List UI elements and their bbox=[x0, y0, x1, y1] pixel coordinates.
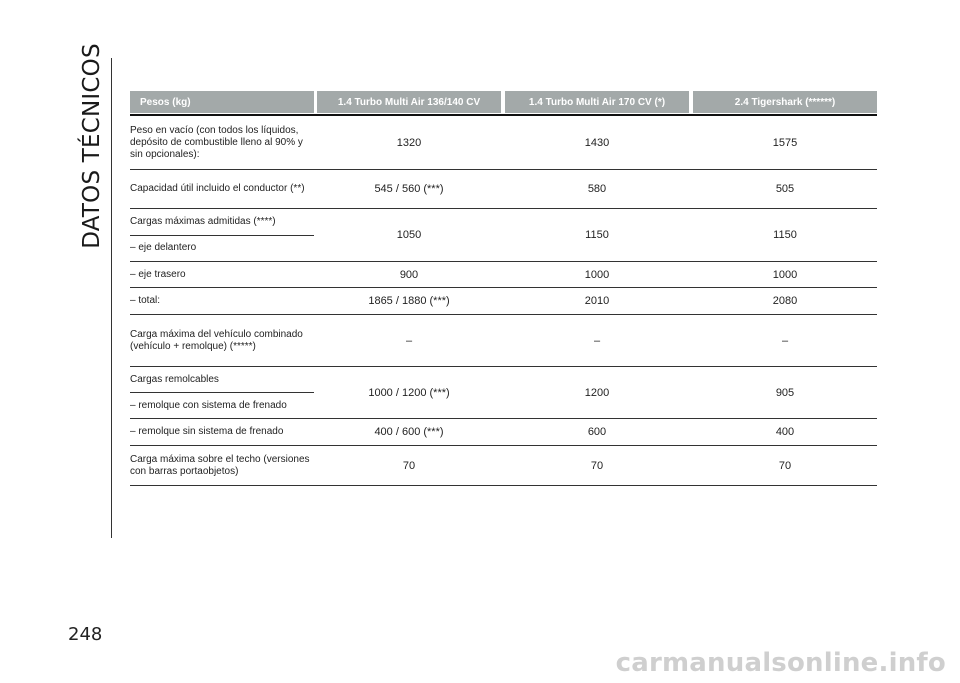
row-label-text: Cargas máximas admitidas (****) bbox=[130, 215, 276, 227]
table-row bbox=[130, 170, 877, 209]
cell-value: 1320 bbox=[396, 136, 422, 149]
row-label-subtext: – remolque con sistema de frenado bbox=[130, 392, 314, 418]
row-label-text: – eje trasero bbox=[130, 268, 186, 280]
table-row bbox=[130, 419, 877, 446]
row-label bbox=[130, 419, 314, 445]
row-label-text: – total: bbox=[130, 295, 161, 306]
cell-value: – bbox=[405, 334, 413, 347]
row-label bbox=[130, 170, 314, 208]
row-label-text: – remolque sin sistema de frenado bbox=[130, 426, 284, 437]
table-row bbox=[130, 446, 877, 486]
section-title-text: DATOS TÉCNICOS bbox=[79, 43, 106, 249]
cell-value: 2010 bbox=[584, 295, 610, 307]
cell-value: 580 bbox=[587, 183, 607, 195]
row-label-text: Carga máxima sobre el techo (versiones con barras portaobjetos) bbox=[130, 453, 310, 477]
header-engine-tigershark: 2.4 Tigershark (******) bbox=[693, 91, 877, 113]
header-weights: Pesos (kg) bbox=[130, 91, 314, 113]
header-engine-170: 1.4 Turbo Multi Air 170 CV (*) bbox=[505, 91, 689, 113]
cell-value: 1430 bbox=[584, 136, 610, 149]
cell-value: 505 bbox=[775, 183, 795, 195]
row-label-text: Capacidad útil incluido el conductor (**) bbox=[130, 183, 305, 194]
cell-value: 1150 bbox=[585, 229, 609, 241]
cell-value: 70 bbox=[402, 459, 416, 472]
cell-value: 1150 bbox=[773, 229, 797, 241]
table-header bbox=[130, 91, 877, 113]
cell-value: 1865 / 1880 (***) bbox=[368, 295, 450, 307]
cell-value: 1000 / 1200 (***) bbox=[368, 386, 450, 399]
table-row bbox=[130, 262, 877, 288]
table-row bbox=[130, 288, 877, 315]
table-row bbox=[130, 367, 877, 419]
cell-value: 2080 bbox=[772, 295, 798, 307]
page-number: 248 bbox=[68, 624, 103, 645]
row-label bbox=[130, 262, 314, 287]
cell-value: 1000 bbox=[772, 268, 798, 281]
cell-value: 70 bbox=[590, 459, 604, 472]
row-label bbox=[130, 209, 314, 261]
cell-value: – bbox=[781, 334, 789, 347]
cell-value: 600 bbox=[587, 426, 607, 438]
row-label bbox=[130, 288, 314, 314]
cell-value: – bbox=[593, 334, 601, 347]
cell-value: 400 bbox=[775, 426, 795, 438]
row-label-text: Peso en vacío (con todos los líquidos, depósito de combustible lleno al 90% y sin opcionales): bbox=[130, 124, 303, 160]
side-divider bbox=[111, 58, 112, 538]
row-label-subtext: – eje delantero bbox=[130, 235, 314, 262]
row-label bbox=[130, 446, 314, 485]
cell-value: 400 / 600 (***) bbox=[374, 426, 444, 438]
row-label bbox=[130, 367, 314, 418]
cell-value: 1000 bbox=[584, 268, 610, 281]
row-label-text: Carga máxima del vehículo combinado (vehículo + remolque) (*****) bbox=[130, 328, 303, 352]
row-label bbox=[130, 116, 314, 169]
cell-value: 1200 bbox=[584, 386, 610, 399]
cell-value: 905 bbox=[775, 386, 795, 399]
cell-value: 545 / 560 (***) bbox=[374, 183, 444, 195]
cell-value: 70 bbox=[778, 459, 792, 472]
cell-value: 1050 bbox=[396, 229, 422, 241]
watermark: carmanualsonline.info bbox=[615, 648, 946, 678]
weights-table bbox=[130, 91, 877, 486]
cell-value: 1575 bbox=[772, 136, 798, 149]
cell-value: 900 bbox=[399, 268, 419, 281]
row-label bbox=[130, 315, 314, 366]
table-row bbox=[130, 116, 877, 170]
row-label-text: Cargas remolcables bbox=[130, 373, 219, 385]
table-row bbox=[130, 209, 877, 262]
header-engine-136-140: 1.4 Turbo Multi Air 136/140 CV bbox=[317, 91, 501, 113]
table-row bbox=[130, 315, 877, 367]
